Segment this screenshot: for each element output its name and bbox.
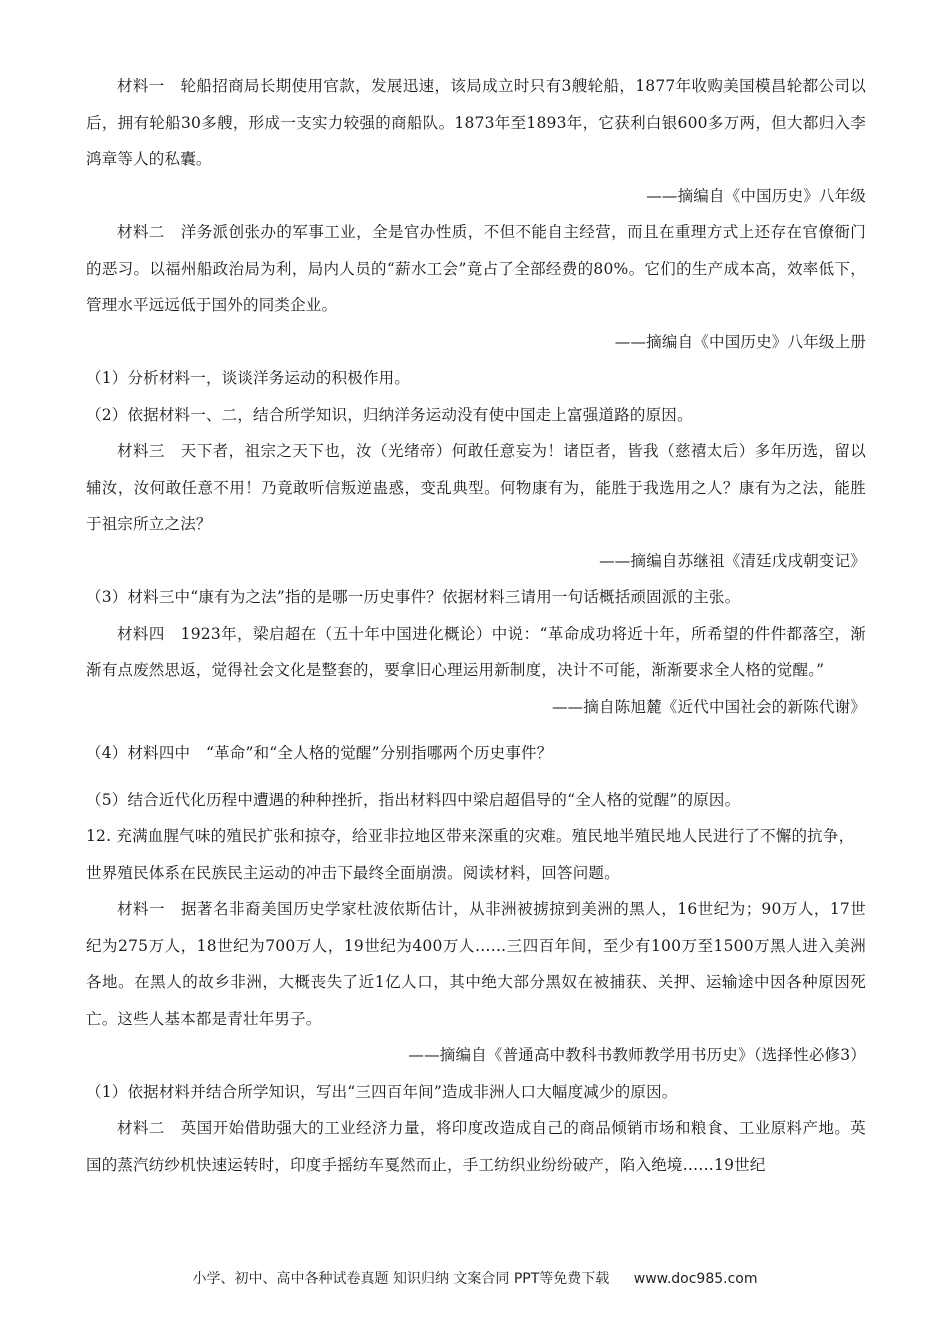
question-5: （5）结合近代化历程中遭遇的种种挫折，指出材料四中梁启超倡导的“全人格的觉醒”的原因。 <box>86 790 741 809</box>
material-2-paragraph: 材料二 洋务派创张办的军事工业，全是官办性质，不但不能自主经营，而且在重理方式上还存在官僚衙门的恶习。以福州船政治局为利，局内人员的“薪水工会”竟占了全部经费的80%。它们的生产成本高，效率低下，管理水平远远低于国外的同类企业。 <box>86 223 866 314</box>
source-citation: ——摘自陈旭麓《近代中国社会的新陈代谢》 <box>551 697 866 716</box>
source-citation: ——摘编自苏继祖《清廷戊戌朝变记》 <box>599 551 866 570</box>
page-footer <box>0 1268 950 1288</box>
source-citation: ——摘编自《中国历史》八年级 <box>646 186 866 205</box>
material-1-paragraph: 材料一 轮船招商局长期使用官款，发展迅速，该局成立时只有3艘轮船，1877年收购美国模昌轮都公司以后，拥有轮船30多艘，形成一支实力较强的商船队。1873年至1893年，它获利白银600多万两，但大都归入李鸿章等人的私囊。 <box>86 77 866 168</box>
source-citation: ——摘编自《普通高中教科书教师教学用书历史》（选择性必修3） <box>408 1046 866 1064</box>
question-12-intro: 12. 充满血腥气味的殖民扩张和掠夺，给亚非拉地区带来深重的灾难。殖民地半殖民地人民进行了不懈的抗争，世界殖民体系在民族民主运动的冲击下最终全面崩溃。阅读材料，回答问题。 <box>86 827 855 882</box>
document-body <box>86 68 866 1183</box>
q12-material-2-paragraph: 材料二 英国开始借助强大的工业经济力量，将印度改造成自己的商品倾销市场和粮食、工业原料产地。英国的蒸汽纺纱机快速运转时，印度手摇纺车戛然而止，手工纺织业纷纷破产，陷入绝境……19世纪 <box>86 1119 866 1174</box>
footer-text: 小学、初中、高中各种试卷真题 知识归纳 文案合同 PPT等免费下载 <box>192 1271 610 1287</box>
material-4-paragraph: 材料四 1923年，梁启超在（五十年中国进化概论）中说：“革命成功将近十年，所希望的件件都落空，渐渐有点废然思返，觉得社会文化是整套的，要拿旧心理运用新制度，决计不可能，渐渐要求全人格的觉醒。” <box>86 624 866 679</box>
question-3: （3）材料三中“康有为之法”指的是哪一历史事件？依据材料三请用一句话概括顽固派的主张。 <box>86 588 741 606</box>
footer-url[interactable]: www.doc985.com <box>633 1271 758 1287</box>
material-3-paragraph: 材料三 天下者，祖宗之天下也，汝（光绪帝）何敢任意妄为！诸臣者，皆我（慈禧太后）多年历选，留以辅汝，汝何敢任意不用！乃竟敢听信叛逆蛊惑，变乱典型。何物康有为，能胜于我选用之人？康有为之法，能胜于祖宗所立之法？ <box>86 442 866 533</box>
question-4: （4）材料四中 “革命”和“全人格的觉醒”分别指哪两个历史事件？ <box>86 744 553 762</box>
q12-question-1: （1）依据材料并结合所学知识，写出“三四百年间”造成非洲人口大幅度减少的原因。 <box>86 1082 678 1101</box>
q12-material-1-paragraph: 材料一 据著名非裔美国历史学家杜波依斯估计，从非洲被掳掠到美洲的黑人，16世纪为；90万人，17世纪为275万人，18世纪为700万人，19世纪为400万人……三四百年间，至少有100万至1500万黑人进入美洲各地。在黑人的故乡非洲，大概丧失了近1亿人口，其中绝大部分黑奴在被捕获、关押、运输途中因各种原因死亡。这些人基本都是青壮年男子。 <box>86 900 866 1028</box>
question-2: （2）依据材料一、二，结合所学知识，归纳洋务运动没有使中国走上富强道路的原因。 <box>86 405 693 424</box>
source-citation: ——摘编自《中国历史》八年级上册 <box>614 332 866 351</box>
question-1: （1）分析材料一，谈谈洋务运动的积极作用。 <box>86 369 411 387</box>
